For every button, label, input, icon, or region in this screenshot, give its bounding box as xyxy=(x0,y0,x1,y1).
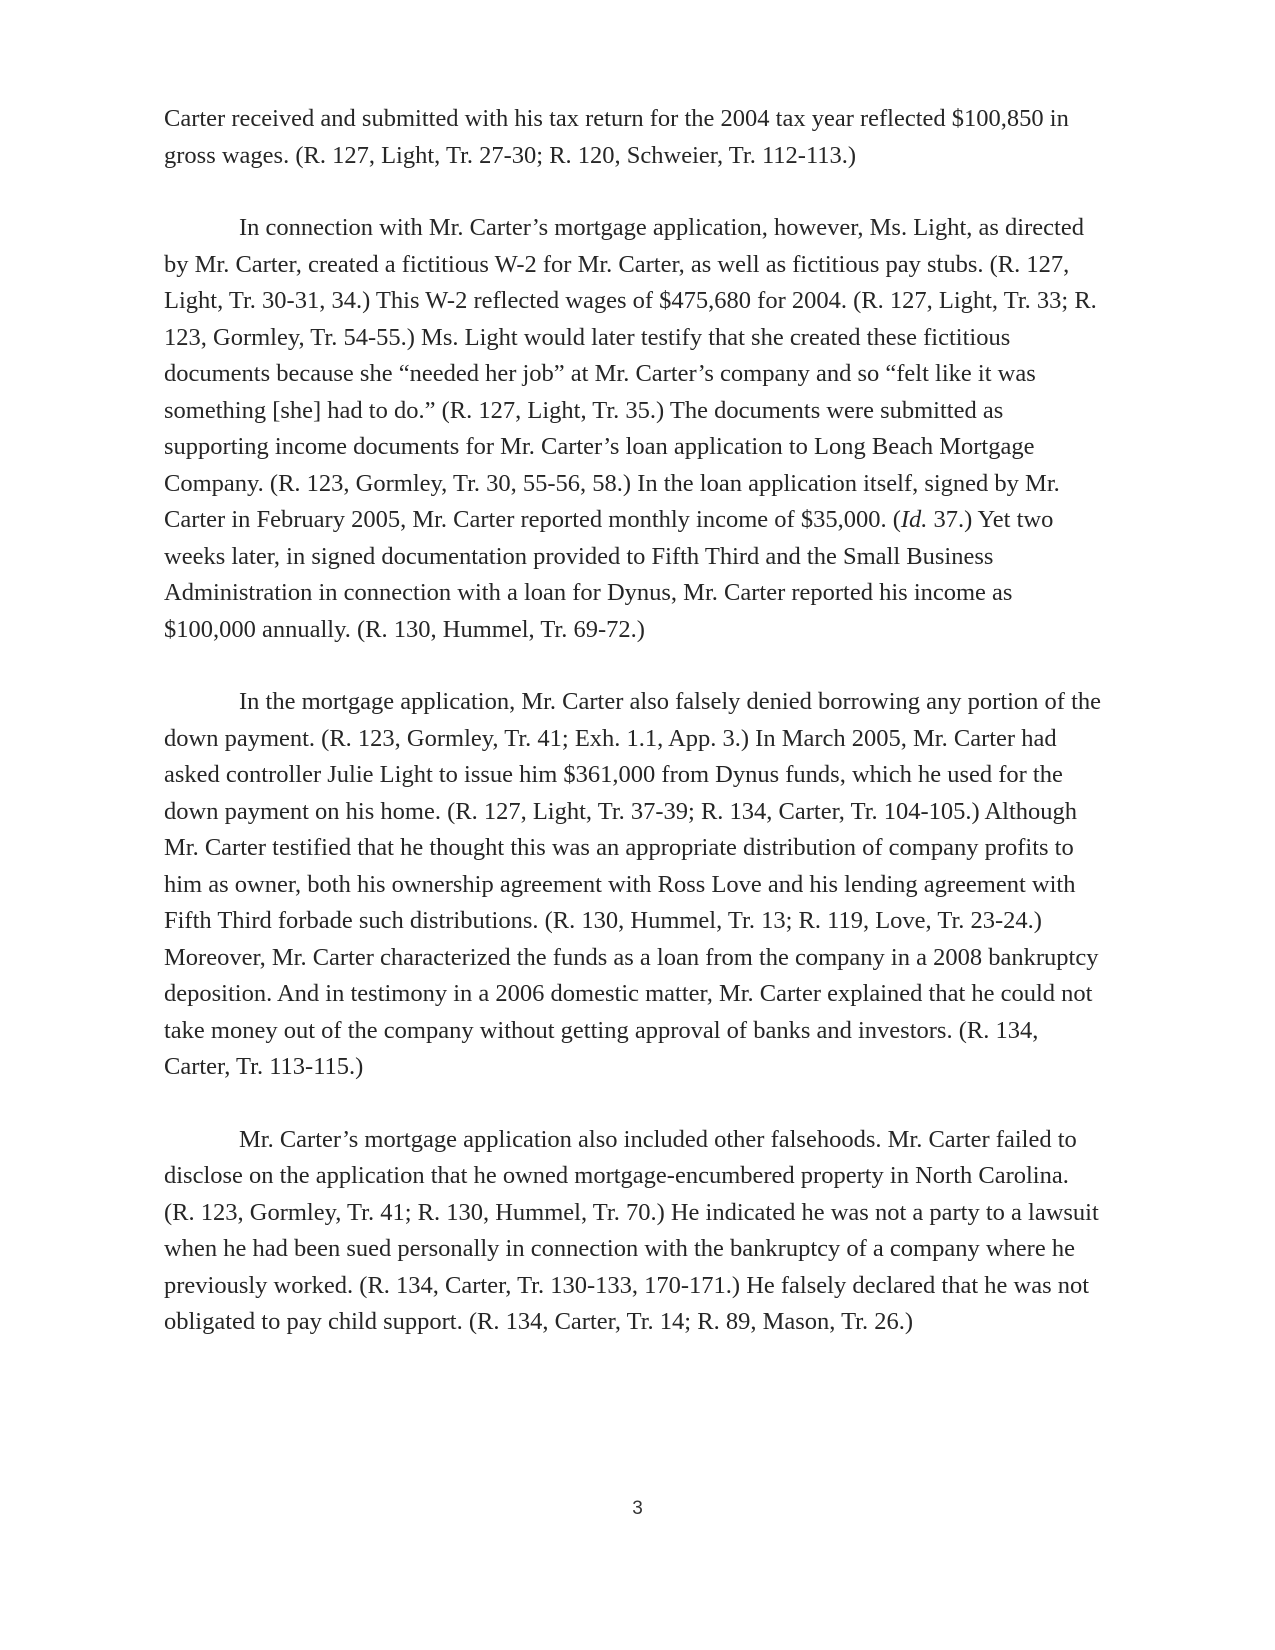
page-number: 3 xyxy=(632,1498,643,1519)
paragraph-2 xyxy=(164,210,1104,648)
paragraph-1 xyxy=(164,101,1104,174)
paragraph-2-text-before-citation: In connection with Mr. Carter’s mortgage application, however, Ms. Light, as directed by Mr. Carter, created a fictitious W-2 for Mr. Carter, as well as fictitious pay stubs. (R. 127, Light, Tr. 30-31, 34.) This W-2 reflected wages of $475,680 for 2004. (R. 127, Light, Tr. 33; R. 123, Gormley, Tr. 54-55.) Ms. Light would later testify that she created these fictitious documents because she “needed her job” at Mr. Carter’s company and so “felt like it was something [she] had to do.” (R. 127, Light, Tr. 35.) The documents were submitted as supporting income documents for Mr. Carter’s loan application to Long Beach Mortgage Company. (R. 123, Gormley, Tr. 30, 55-56, 58.) In the loan application itself, signed by Mr. Carter in February 2005, Mr. Carter reported monthly income of $35,000. ( xyxy=(164,214,1097,533)
paragraph-3 xyxy=(164,684,1104,1086)
paragraph-4-text: Mr. Carter’s mortgage application also included other falsehoods. Mr. Carter failed to disclose on the application that he owned mortgage-encumbered property in North Carolina. (R. 123, Gormley, Tr. 41; R. 130, Hummel, Tr. 70.) He indicated he was not a party to a lawsuit when he had been sued personally in connection with the bankruptcy of a company where he previously worked. (R. 134, Carter, Tr. 130-133, 170-171.) He falsely declared that he was not obligated to pay child support. (R. 134, Carter, Tr. 14; R. 89, Mason, Tr. 26.) xyxy=(164,1125,1099,1335)
paragraph-4 xyxy=(164,1122,1104,1341)
paragraph-1-text: Carter received and submitted with his tax return for the 2004 tax year reflected $100,850 in gross wages. (R. 127, Light, Tr. 27-30; R. 120, Schweier, Tr. 112-113.) xyxy=(164,105,1069,169)
paragraph-2-text-after-citation: 37.) Yet two weeks later, in signed documentation provided to Fifth Third and the Small Business Administration in connection with a loan for Dynus, Mr. Carter reported his income as $100,000 annually. (R. 130, Hummel, Tr. 69-72.) xyxy=(164,506,1054,643)
paragraph-3-text: In the mortgage application, Mr. Carter also falsely denied borrowing any portion of the down payment. (R. 123, Gormley, Tr. 41; Exh. 1.1, App. 3.) In March 2005, Mr. Carter had asked controller Julie Light to issue him $361,000 from Dynus funds, which he used for the down payment on his home. (R. 127, Light, Tr. 37-39; R. 134, Carter, Tr. 104-105.) Although Mr. Carter testified that he thought this was an appropriate distribution of company profits to him as owner, both his ownership agreement with Ross Love and his lending agreement with Fifth Third forbade such distributions. (R. 130, Hummel, Tr. 13; R. 119, Love, Tr. 23-24.) Moreover, Mr. Carter characterized the funds as a loan from the company in a 2008 bankruptcy deposition. And in testimony in a 2006 domestic matter, Mr. Carter explained that he could not take money out of the company without getting approval of banks and investors. (R. 134, Carter, Tr. 113-115.) xyxy=(164,688,1102,1080)
document-body xyxy=(164,101,1104,1377)
id-citation: Id. xyxy=(900,506,928,533)
